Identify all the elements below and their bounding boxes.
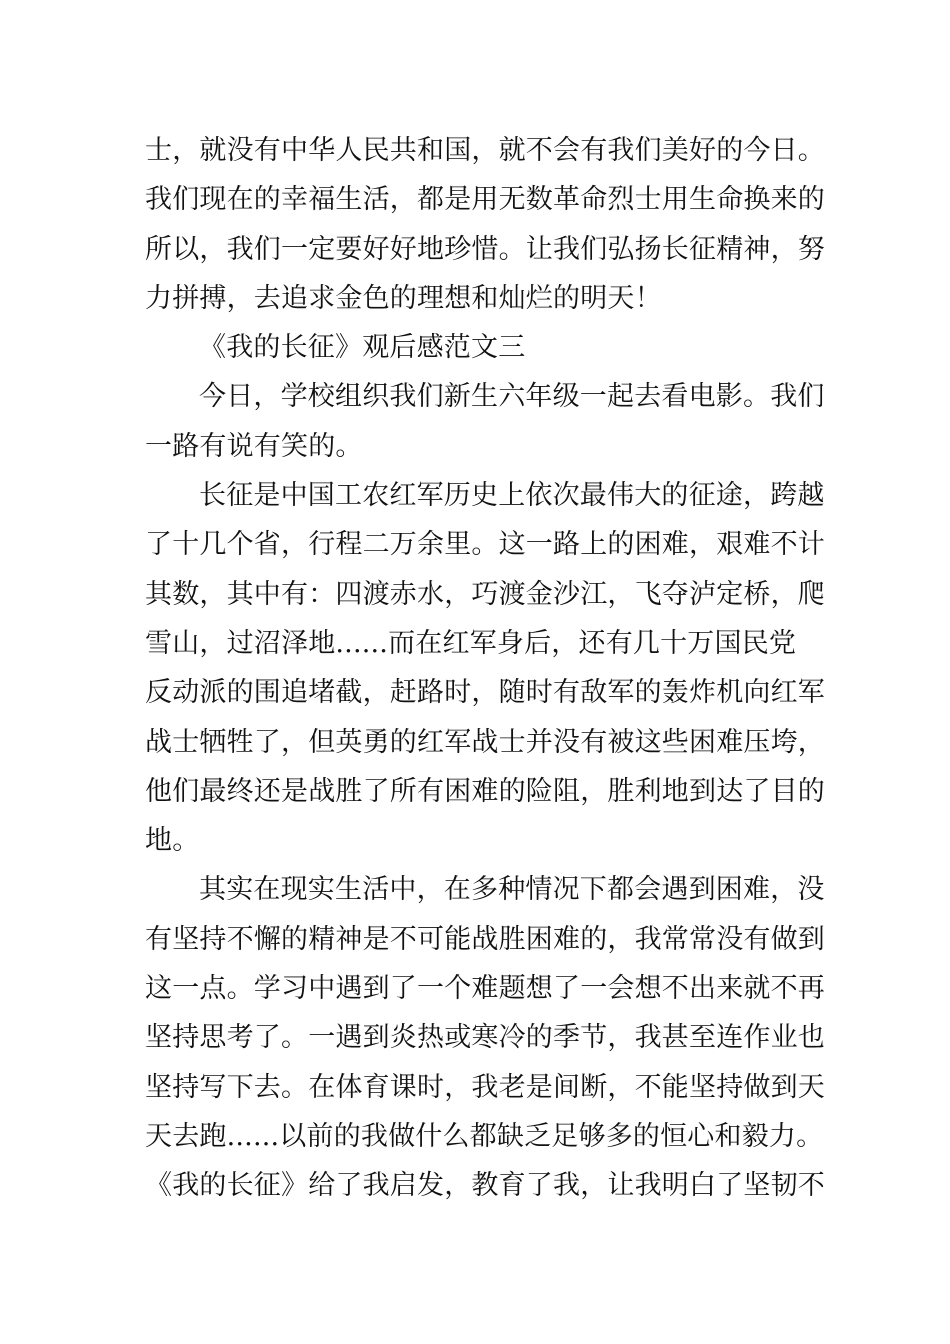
- text-line: 反动派的围追堵截，赶路时，随时有敌军的轰炸机向红军: [145, 677, 825, 709]
- text-line: 力拼搏，去追求金色的理想和灿烂的明天！: [145, 282, 662, 314]
- text-line: 一路有说有笑的。: [145, 430, 363, 462]
- section-heading: 《我的长征》观后感范文三: [199, 332, 526, 364]
- text-line: 天去跑......以前的我做什么都缺乏足够多的恒心和毅力。: [145, 1120, 824, 1152]
- text-line: 他们最终还是战胜了所有困难的险阻，胜利地到达了目的: [145, 775, 825, 807]
- text-line: 所以，我们一定要好好地珍惜。让我们弘扬长征精神，努: [145, 233, 825, 265]
- text-line: 我们现在的幸福生活，都是用无数革命烈士用生命换来的: [145, 184, 825, 216]
- text-line: 这一点。学习中遇到了一个难题想了一会想不出来就不再: [145, 973, 825, 1005]
- text-line: 坚持思考了。一遇到炎热或寒冷的季节，我甚至连作业也: [145, 1022, 825, 1054]
- paragraph-start: 长征是中国工农红军历史上依次最伟大的征途，跨越: [199, 480, 825, 512]
- text-line: 战士牺牲了，但英勇的红军战士并没有被这些困难压垮，: [145, 726, 825, 758]
- text-line: 了十几个省，行程二万余里。这一路上的困难，艰难不计: [145, 529, 825, 561]
- article-body: [145, 126, 825, 1211]
- text-line: 士，就没有中华人民共和国，就不会有我们美好的今日。: [145, 135, 825, 166]
- text-line: 地。: [145, 825, 200, 857]
- text-line: 《我的长征》给了我启发，教育了我，让我明白了坚韧不: [145, 1170, 825, 1202]
- paragraph-start: 今日，学校组织我们新生六年级一起去看电影。我们: [199, 381, 825, 413]
- text-line: 坚持写下去。在体育课时，我老是间断，不能坚持做到天: [145, 1071, 825, 1103]
- paragraph-start: 其实在现实生活中，在多种情况下都会遇到困难，没: [199, 874, 825, 906]
- text-line: 其数，其中有：四渡赤水，巧渡金沙江，飞夺泸定桥，爬: [145, 578, 825, 610]
- text-line: 有坚持不懈的精神是不可能战胜困难的，我常常没有做到: [145, 923, 825, 955]
- text-line: 雪山，过沼泽地......而在红军身后，还有几十万国民党: [145, 627, 797, 659]
